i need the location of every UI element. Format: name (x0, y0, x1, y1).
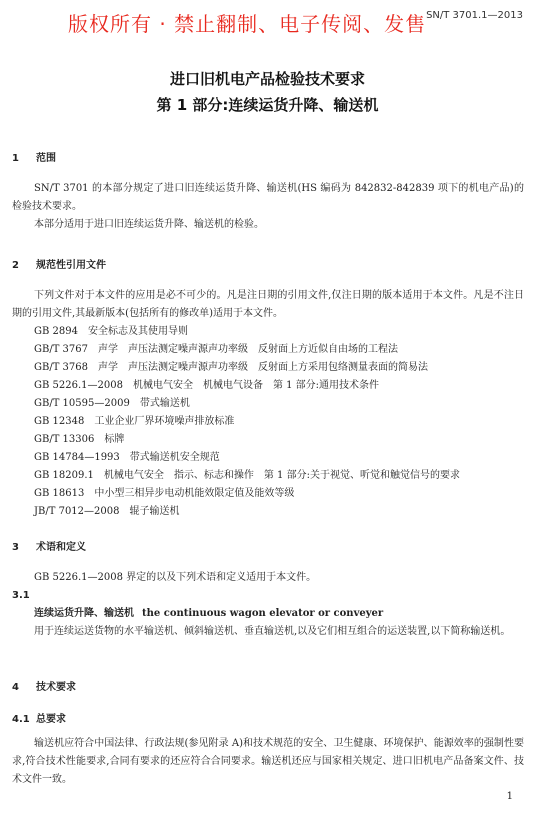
document-subtitle: 第 1 部分:连续运货升降、输送机 (156, 96, 379, 114)
page-number: 1 (506, 791, 513, 802)
paragraph: 下列文件对于本文件的应用是必不可少的。凡是注日期的引用文件,仅注日期的版本适用于本文件。凡是不注日期的引用文件,其最新版本(包括所有的修改单)适用于本文件。 (12, 290, 524, 319)
section-heading (12, 679, 524, 697)
section-terms-definitions (12, 539, 524, 641)
section-technical-requirements (12, 679, 524, 789)
reference-item: GB 5226.1—2008 机械电气安全 机械电气设备 第 1 部分:通用技术条件 (34, 380, 380, 391)
section-title: 术语和定义 (36, 542, 86, 553)
paragraph: SN/T 3701 的本部分规定了进口旧连续运货升降、输送机(HS 编码为 842832-842839 项下的机电产品)的检验技术要求。 (12, 183, 524, 212)
subsection-heading (12, 711, 524, 729)
section-heading (12, 150, 524, 168)
reference-item: GB 14784—1993 带式输送机安全规范 (34, 452, 220, 463)
section-number: 1 (12, 153, 19, 164)
reference-item: GB/T 3768 声学 声压法测定噪声源声功率级 反射面上方采用包络测量表面的简易法 (34, 362, 429, 373)
reference-item: GB 12348 工业企业厂界环境噪声排放标准 (34, 416, 235, 427)
document-number: SN/T 3701.1—2013 (426, 10, 523, 21)
section-heading (12, 539, 524, 557)
reference-item: GB/T 13306 标牌 (34, 434, 125, 445)
paragraph: 本部分适用于进口旧连续运货升降、输送机的检验。 (34, 219, 264, 230)
section-number: 3 (12, 542, 19, 553)
section-number: 2 (12, 260, 19, 271)
section-heading (12, 257, 524, 275)
term-entry (12, 605, 524, 623)
reference-item: GB 2894 安全标志及其使用导则 (34, 326, 188, 337)
subsection-title: 总要求 (36, 714, 66, 725)
section-title: 范围 (36, 153, 56, 164)
reference-item: GB 18613 中小型三相异步电动机能效限定值及能效等级 (34, 488, 295, 499)
section-number: 4 (12, 682, 19, 693)
paragraph: 输送机应符合中国法律、行政法规(参见附录 A)和技术规范的安全、卫生健康、环境保护、能源效率的强制性要求,符合技术性能要求,合同有要求的还应符合合同要求。输送机还应与国家相关规定、进口旧机电产品备案文件、技术文件一致。 (12, 738, 524, 785)
reference-item: GB 18209.1 机械电气安全 指示、标志和操作 第 1 部分:关于视觉、听觉和触觉信号的要求 (34, 470, 460, 481)
paragraph: GB 5226.1—2008 界定的以及下列术语和定义适用于本文件。 (34, 572, 317, 583)
subsection-number: 4.1 (12, 714, 30, 725)
section-title: 技术要求 (36, 682, 76, 693)
term-english: the continuous wagon elevator or conveyer (142, 608, 384, 619)
reference-item: GB/T 3767 声学 声压法测定噪声源声功率级 反射面上方近似自由场的工程法 (34, 344, 399, 355)
reference-item: GB/T 10595—2009 带式输送机 (34, 398, 190, 409)
reference-item: JB/T 7012—2008 辊子输送机 (34, 506, 180, 517)
document-title: 进口旧机电产品检验技术要求 (169, 70, 365, 88)
term-chinese: 连续运货升降、输送机 (34, 608, 134, 619)
term-definition: 用于连续运送货物的水平输送机、倾斜输送机、垂直输送机,以及它们相互组合的运送装置,以下简称输送机。 (34, 626, 511, 637)
section-title: 规范性引用文件 (36, 260, 106, 271)
copyright-watermark: 版权所有 · 禁止翻制、电子传阅、发售 (68, 12, 427, 36)
section-normative-references (12, 257, 524, 521)
term-number: 3.1 (12, 590, 30, 601)
section-scope (12, 150, 524, 234)
